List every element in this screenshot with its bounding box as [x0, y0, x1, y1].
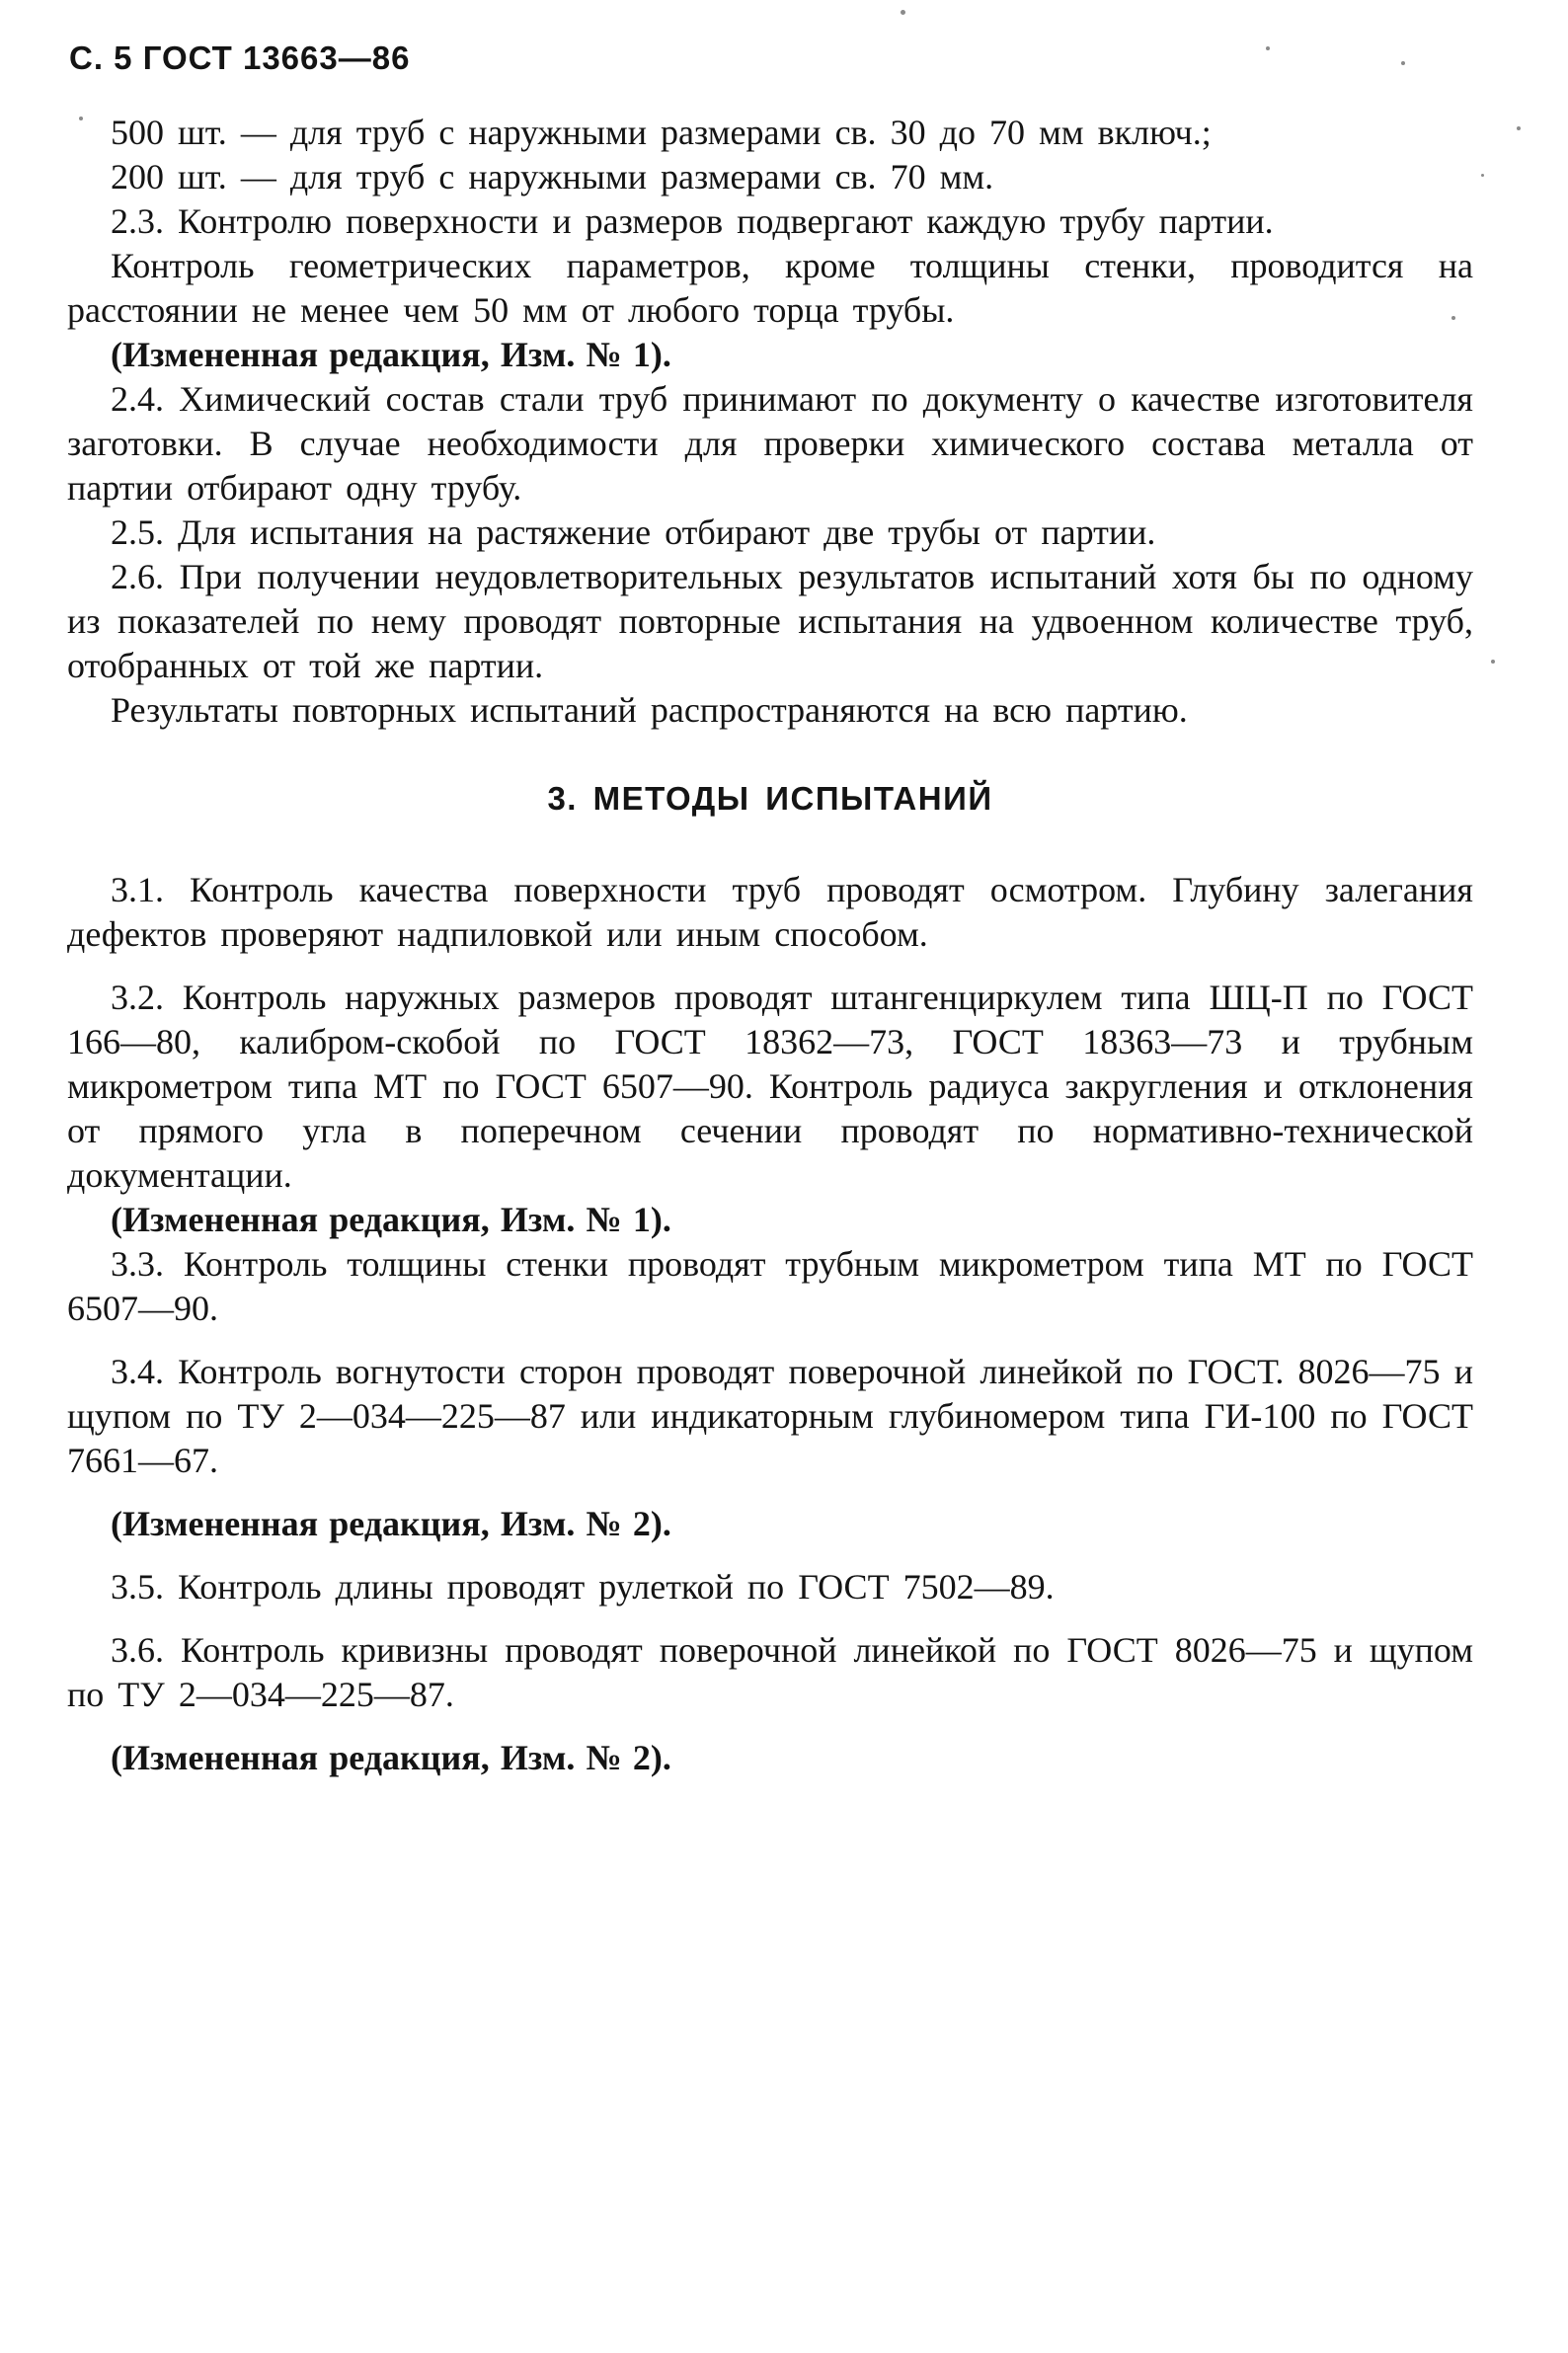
paragraph: 3.1. Контроль качества поверхности труб проводят осмотром. Глубину залегания дефектов проверяют надпиловкой или иным способом.: [67, 870, 1473, 954]
document-body: [67, 111, 1473, 1780]
scan-speck: [1451, 316, 1455, 320]
paragraph: (Измененная редакция, Изм. № 2).: [111, 1504, 671, 1543]
scan-speck: [1481, 174, 1484, 177]
paragraph: 200 шт. — для труб с наружными размерами св. 70 мм.: [111, 157, 994, 196]
paragraph: (Измененная редакция, Изм. № 2).: [111, 1738, 671, 1777]
scan-speck: [1266, 46, 1270, 50]
paragraph: 500 шт. — для труб с наружными размерами св. 30 до 70 мм включ.;: [111, 113, 1212, 152]
paragraph: (Измененная редакция, Изм. № 1).: [111, 335, 671, 374]
paragraph: 2.4. Химический состав стали труб принимают по документу о качестве изготовителя заготовки. В случае необходимости для проверки химического состава металла от партии отбирают одну трубу.: [67, 379, 1473, 508]
paragraph: Результаты повторных испытаний распространяются на всю партию.: [111, 690, 1188, 730]
paragraph: Контроль геометрических параметров, кроме толщины стенки, проводится на расстоянии не менее чем 50 мм от любого торца трубы.: [67, 246, 1473, 330]
section-heading: 3. МЕТОДЫ ИСПЫТАНИЙ: [547, 780, 993, 817]
paragraph: 3.3. Контроль толщины стенки проводят трубным микрометром типа МТ по ГОСТ 6507—90.: [67, 1244, 1473, 1328]
paragraph: 2.3. Контролю поверхности и размеров подвергают каждую трубу партии.: [111, 201, 1274, 241]
scan-speck: [1491, 660, 1495, 664]
scan-speck: [901, 10, 905, 15]
paragraph: 3.2. Контроль наружных размеров проводят штангенциркулем типа ШЦ-П по ГОСТ 166—80, калибром-скобой по ГОСТ 18362—73, ГОСТ 18363—73 и трубным микрометром типа МТ по ГОСТ 6507—90. Контроль радиуса закругления и отклонения от прямого угла в поперечном сечении проводят по нормативно-технической документации.: [67, 978, 1473, 1195]
paragraph: 3.6. Контроль кривизны проводят поверочной линейкой по ГОСТ 8026—75 и щупом по ТУ 2—034—225—87.: [67, 1630, 1473, 1714]
paragraph: 2.5. Для испытания на растяжение отбирают две трубы от партии.: [111, 512, 1156, 552]
paragraph: 2.6. При получении неудовлетворительных результатов испытаний хотя бы по одному из показателей по нему проводят повторные испытания на удвоенном количестве труб, отобранных от той же партии.: [67, 557, 1473, 685]
paragraph: 3.4. Контроль вогнутости сторон проводят поверочной линейкой по ГОСТ. 8026—75 и щупом по ТУ 2—034—225—87 или индикаторным глубиномером типа ГИ-100 по ГОСТ 7661—67.: [67, 1352, 1473, 1480]
scan-speck: [1517, 126, 1521, 130]
page-header: С. 5 ГОСТ 13663—86: [69, 39, 411, 76]
scan-speck: [79, 117, 83, 120]
paragraph: (Измененная редакция, Изм. № 1).: [111, 1200, 671, 1239]
scan-speck: [1401, 61, 1405, 65]
paragraph: 3.5. Контроль длины проводят рулеткой по ГОСТ 7502—89.: [111, 1567, 1055, 1607]
